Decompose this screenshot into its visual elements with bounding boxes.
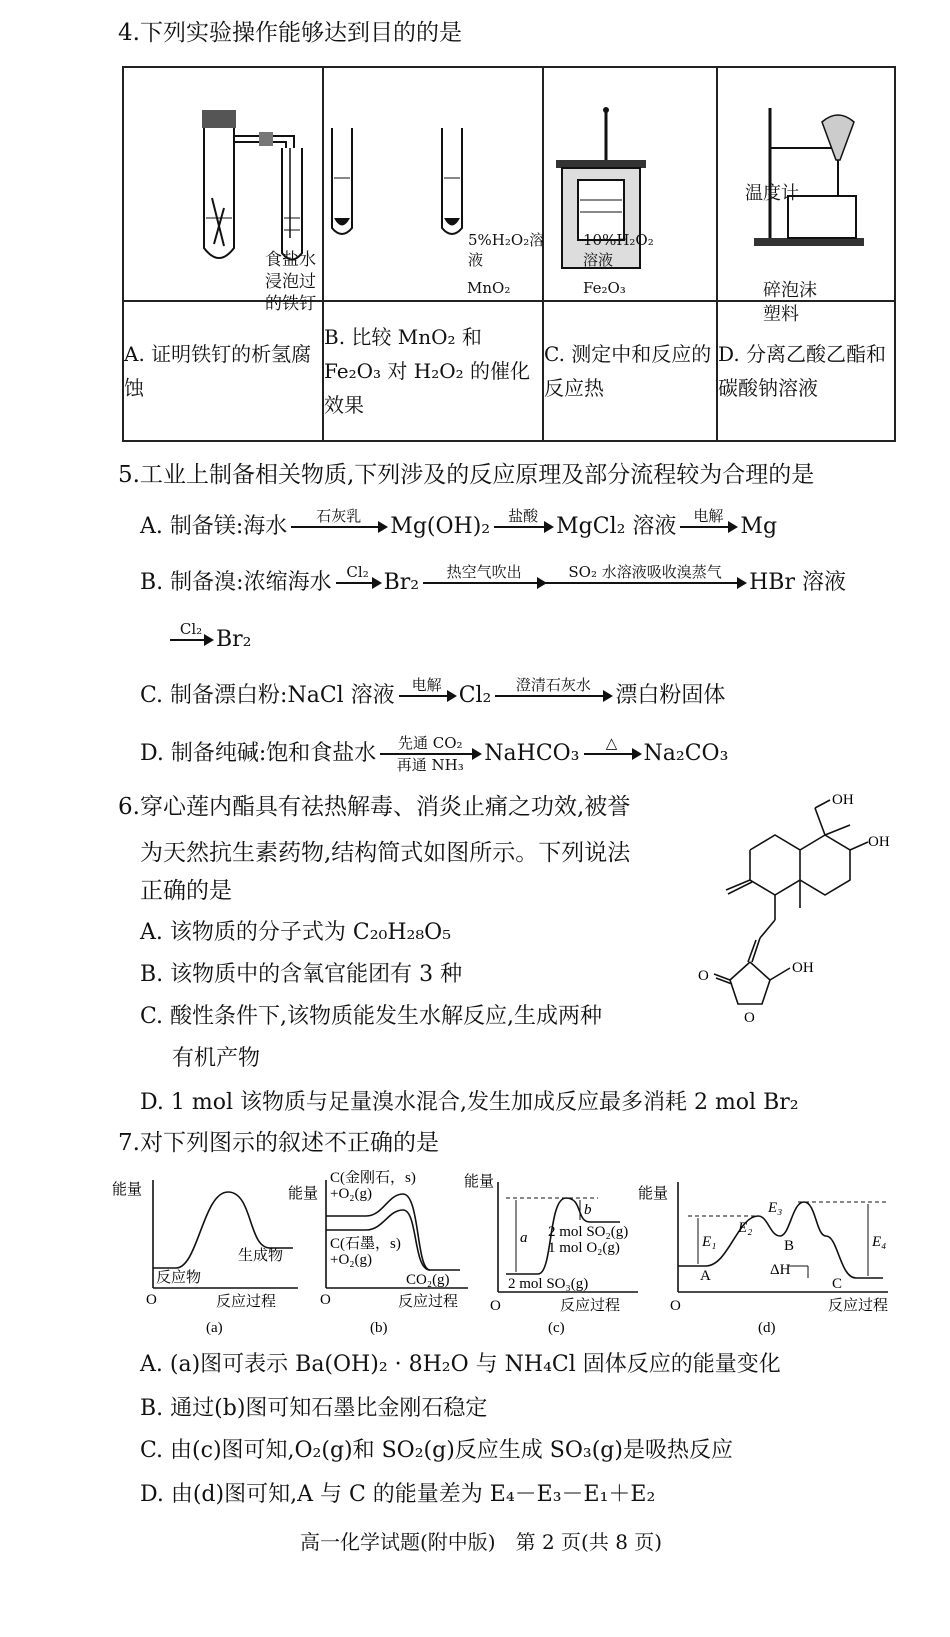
q4-stem: 4.下列实验操作能够达到目的的是: [118, 20, 462, 46]
graph-d-b: B: [784, 1238, 795, 1254]
q5a-m3: Mg: [740, 514, 778, 539]
graph-a-xlabel: 反应过程: [216, 1294, 277, 1310]
q5b-arrow2-label: 热空气吹出: [446, 563, 522, 581]
q5d-arrow2: [584, 753, 640, 755]
graph-d-e4: E₄: [872, 1234, 887, 1250]
graph-c: [464, 1173, 638, 1336]
graph-a-product: 生成物: [238, 1248, 284, 1264]
page-footer: 高一化学试题(附中版) 第 2 页(共 8 页): [300, 1530, 663, 1554]
q6-stem-line1: 6.穿心莲内酯具有祛热解毒、消炎止痛之功效,被誉: [118, 794, 631, 820]
structure-oh-right: OH: [868, 834, 890, 850]
fig-c-thermometer-label: 温度计: [745, 183, 799, 204]
q6-option-c: C. 酸性条件下,该物质能发生水解反应,生成两种: [140, 1004, 603, 1029]
q7-option-a: A. (a)图可表示 Ba(OH)₂ · 8H₂O 与 NH₄Cl 固体反应的能量变化: [140, 1352, 781, 1377]
q5c-arrow2-label: 澄清石灰水: [515, 676, 591, 694]
fig-b1-label: 5%H₂O₂溶液: [468, 231, 545, 269]
q5-option-b: [140, 563, 846, 603]
q6-option-b: B. 该物质中的含氧官能团有 3 种: [140, 962, 463, 987]
graph-b-caption: (b): [370, 1320, 388, 1336]
q5b-m3: Br₂: [216, 627, 252, 652]
q5c-m2: 漂白粉固体: [615, 683, 726, 708]
q5c-m1: Cl₂: [458, 683, 492, 708]
q5b-m2: HBr 溶液: [749, 570, 846, 595]
graph-b-graphite: C(石墨，s): [330, 1236, 401, 1252]
q5-option-d: [140, 734, 728, 774]
q5c-arrow1: [399, 695, 455, 697]
structure-o-carbonyl: O: [698, 968, 709, 984]
q4-option-a: A. 证明铁钉的析氢腐蚀: [123, 301, 323, 441]
q5a-m2: MgCl₂ 溶液: [556, 514, 677, 539]
graph-d-c: C: [832, 1276, 843, 1292]
q5c-prefix: C. 制备漂白粉:NaCl 溶液: [140, 683, 395, 708]
q5b-arrow1-label: Cl₂: [346, 563, 369, 581]
q5-option-c: [140, 676, 725, 716]
graph-d-e1: E₁: [702, 1234, 717, 1250]
graph-c-so2: 2 mol SO₂(g): [548, 1224, 629, 1240]
graph-d-ylabel: 能量: [638, 1186, 669, 1202]
graph-b-co2: CO₂(g): [406, 1272, 450, 1288]
graph-c-so3: 2 mol SO₃(g): [508, 1276, 589, 1292]
q5b-arrow3: [545, 582, 745, 584]
q5d-m2: Na₂CO₃: [643, 741, 729, 766]
graph-d-e2: E₂: [738, 1220, 753, 1236]
fig-b-cell: [323, 67, 654, 301]
q4-table: [122, 66, 896, 442]
q5a-arrow3: [680, 526, 736, 528]
q5b-arrow2: [423, 582, 545, 584]
q6-option-a: A. 该物质的分子式为 C₂₀H₂₈O₅: [140, 920, 452, 945]
q5c-arrow2: [495, 695, 611, 697]
q5a-arrow1: [291, 526, 386, 528]
graph-b: [288, 1170, 468, 1336]
q5a-arrow3-label: 电解: [693, 507, 724, 525]
q5-option-a: [140, 507, 777, 547]
graph-b-diamond: C(金刚石，s): [330, 1170, 416, 1186]
q6-stem-line2: 为天然抗生素药物,结构简式如图所示。下列说法: [140, 840, 631, 866]
q5a-arrow2-label: 盐酸: [508, 507, 539, 525]
fig-b1-catalyst: MnO₂: [467, 279, 511, 297]
graph-c-xlabel: 反应过程: [560, 1298, 621, 1314]
graph-d-origin: O: [670, 1298, 681, 1314]
graph-a: [112, 1180, 298, 1336]
q5b-arrow1: [336, 582, 380, 584]
graph-c-origin: O: [490, 1298, 501, 1314]
graph-d: [638, 1182, 888, 1336]
q5c-arrow1-label: 电解: [411, 676, 442, 694]
q7-energy-graphs: [108, 1170, 908, 1348]
structure-oh-ring: OH: [792, 960, 814, 976]
q5b-m1: Br₂: [383, 570, 420, 595]
q5b-arrow3-label: SO₂ 水溶液吸收溴蒸气: [568, 563, 722, 581]
graph-b-graphite-o2: +O₂(g): [330, 1252, 373, 1268]
fig-a-cell: [123, 67, 323, 314]
q5-option-b-cont: [170, 620, 252, 660]
fig-d-cell: [717, 67, 895, 301]
q6-option-c-cont: 有机产物: [172, 1046, 261, 1071]
graph-b-ylabel: 能量: [288, 1186, 319, 1202]
graph-d-e3: E₃: [768, 1200, 783, 1216]
q5b-prefix: B. 制备溴:浓缩海水: [140, 570, 332, 595]
q5b-arrow4-label: Cl₂: [179, 620, 203, 638]
q5a-prefix: A. 制备镁:海水: [140, 514, 288, 539]
q7-stem: 7.对下列图示的叙述不正确的是: [118, 1130, 439, 1156]
fig-a-label: 食盐水浸泡过的铁钉: [265, 250, 316, 314]
q4-option-d: D. 分离乙酸乙酯和碳酸钠溶液: [717, 301, 895, 441]
q5-stem: 5.工业上制备相关物质,下列涉及的反应原理及部分流程较为合理的是: [118, 462, 815, 488]
graph-a-reactant: 反应物: [156, 1270, 202, 1286]
graph-a-ylabel: 能量: [112, 1182, 143, 1198]
graph-c-o2: 1 mol O₂(g): [548, 1240, 620, 1256]
q4-option-b: B. 比较 MnO₂ 和 Fe₂O₃ 对 H₂O₂ 的催化效果: [323, 301, 543, 441]
fig-b2-catalyst: Fe₂O₃: [583, 279, 626, 297]
q5d-arrow1: [380, 753, 480, 755]
fig-c-foam-label: 碎泡沫塑料: [763, 280, 817, 325]
graph-c-caption: (c): [548, 1320, 565, 1336]
graph-d-xlabel: 反应过程: [828, 1298, 889, 1314]
q5b-arrow4: [170, 639, 212, 641]
graph-b-xlabel: 反应过程: [398, 1294, 459, 1310]
graph-a-origin: O: [146, 1292, 157, 1308]
andrographolide-structure: [690, 790, 900, 1050]
graph-c-ylabel: 能量: [464, 1174, 495, 1190]
q7-option-d: D. 由(d)图可知,A 与 C 的能量差为 E₄－E₃－E₁＋E₂: [140, 1482, 656, 1507]
structure-oh-top: OH: [832, 792, 854, 808]
graph-d-dh: ΔH: [770, 1262, 791, 1278]
q5d-arrow1-top: 先通 CO₂: [397, 734, 463, 752]
q7-option-b: B. 通过(b)图可知石墨比金刚石稳定: [140, 1396, 488, 1421]
graph-b-origin: O: [320, 1292, 331, 1308]
q6-option-d: D. 1 mol 该物质与足量溴水混合,发生加成反应最多消耗 2 mol Br₂: [140, 1090, 799, 1115]
q5a-arrow1-label: 石灰乳: [316, 507, 362, 525]
q7-option-c: C. 由(c)图可知,O₂(g)和 SO₂(g)反应生成 SO₃(g)是吸热反应: [140, 1438, 733, 1463]
q5a-arrow2: [494, 526, 552, 528]
q6-stem-line3: 正确的是: [140, 878, 232, 904]
graph-b-diamond-o2: +O₂(g): [330, 1186, 373, 1202]
graph-c-b: b: [584, 1202, 592, 1218]
structure-o-ring: O: [744, 1010, 755, 1026]
graph-c-a: a: [520, 1230, 528, 1246]
graph-d-caption: (d): [758, 1320, 776, 1336]
q4-option-c: C. 测定中和反应的反应热: [543, 301, 717, 441]
q5d-arrow2-label: △: [605, 734, 618, 752]
q5d-m1: NaHCO₃: [484, 741, 580, 766]
graph-d-a: A: [700, 1268, 711, 1284]
graph-a-caption: (a): [206, 1320, 223, 1336]
q5d-prefix: D. 制备纯碱:饱和食盐水: [140, 741, 377, 766]
q5a-m1: Mg(OH)₂: [390, 514, 491, 539]
q5d-arrow1-bottom: 再通 NH₃: [396, 756, 464, 774]
fig-b2-label: 10%H₂O₂溶液: [583, 231, 654, 269]
